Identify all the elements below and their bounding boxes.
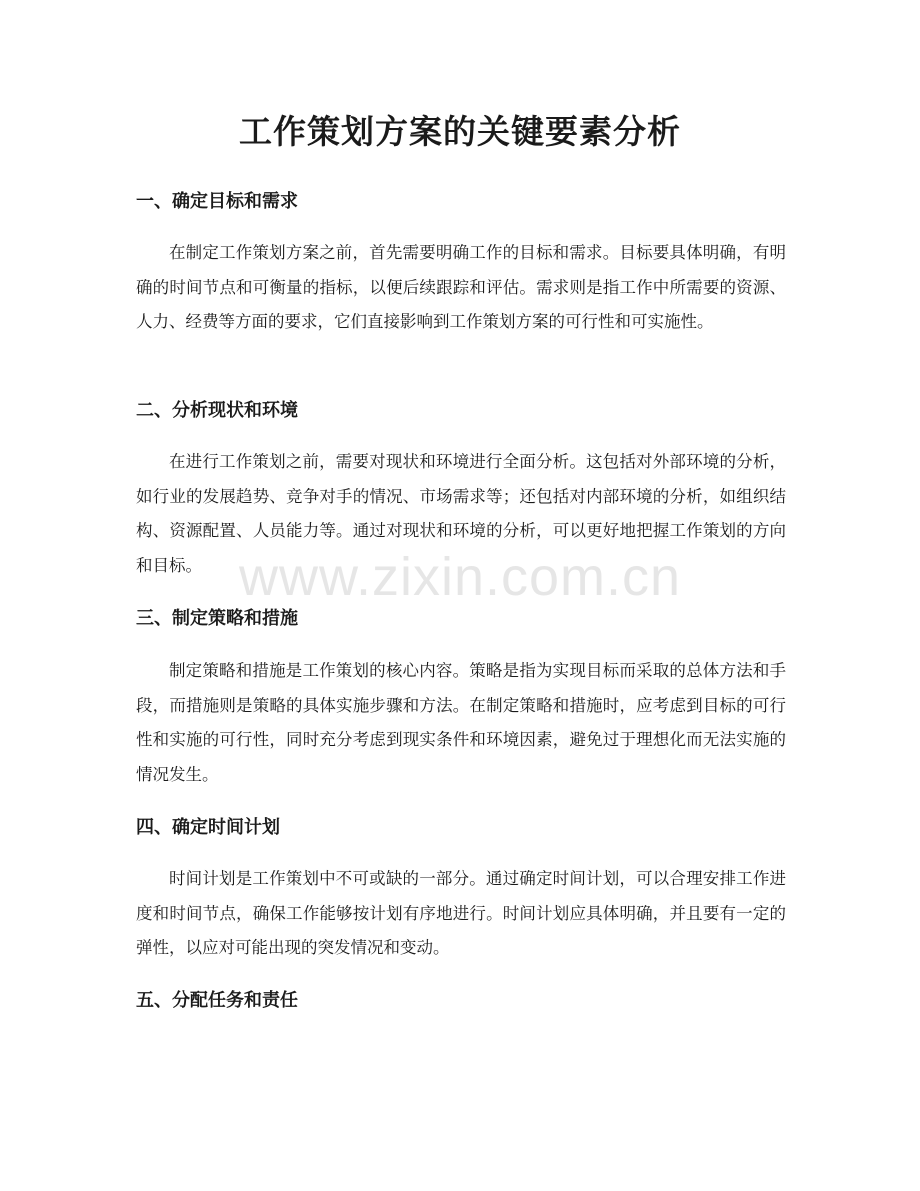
section-heading-4: 四、确定时间计划 bbox=[136, 817, 280, 838]
section-body-3: 制定策略和措施是工作策划的核心内容。策略是指为实现目标而采取的总体方法和手段，而措施则是策略的具体实施步骤和方法。在制定策略和措施时，应考虑到目标的可行性和实施的可行性，同时充分考虑到现实条件和环境因素，避免过于理想化而无法实施的情况发生。 bbox=[136, 661, 786, 785]
section-body-1: 在制定工作策划方案之前，首先需要明确工作的目标和需求。目标要具体明确，有明确的时间节点和可衡量的指标，以便后续跟踪和评估。需求则是指工作中所需要的资源、人力、经费等方面的要求，它们直接影响到工作策划方案的可行性和可实施性。 bbox=[136, 243, 786, 332]
section-body-2: 在进行工作策划之前，需要对现状和环境进行全面分析。这包括对外部环境的分析，如行业的发展趋势、竞争对手的情况、市场需求等；还包括对内部环境的分析，如组织结构、资源配置、人员能力等。通过对现状和环境的分析，可以更好地把握工作策划的方向和目标。 bbox=[136, 452, 786, 576]
section-heading-1: 一、确定目标和需求 bbox=[136, 191, 298, 212]
section-heading-5: 五、分配任务和责任 bbox=[136, 990, 298, 1011]
section-heading-3: 三、制定策略和措施 bbox=[136, 608, 298, 629]
watermark: www.zixin.com.cn bbox=[238, 547, 682, 607]
section-body-4: 时间计划是工作策划中不可或缺的一部分。通过确定时间计划，可以合理安排工作进度和时间节点，确保工作能够按计划有序地进行。时间计划应具体明确，并且要有一定的弹性，以应对可能出现的突发情况和变动。 bbox=[136, 869, 786, 958]
section-heading-2: 二、分析现状和环境 bbox=[136, 400, 298, 421]
page-title: 工作策划方案的关键要素分析 bbox=[239, 112, 681, 151]
